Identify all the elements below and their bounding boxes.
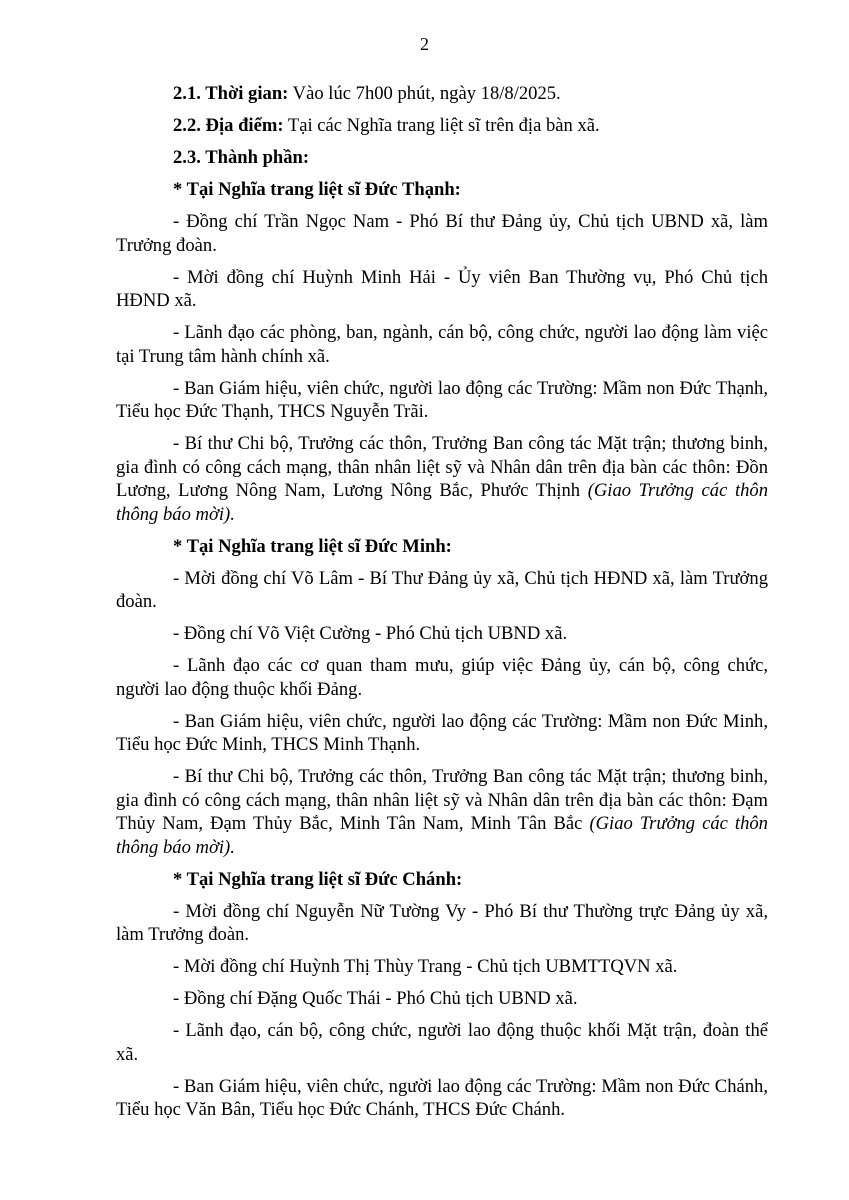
duc-thanh-item	[116, 432, 768, 526]
duc-minh-item: - Đồng chí Võ Việt Cường - Phó Chủ tịch UBND xã.	[173, 623, 568, 644]
time-label: 2.1. Thời gian:	[173, 83, 289, 104]
duc-minh-item	[116, 765, 768, 859]
composition-heading: 2.3. Thành phần:	[173, 147, 310, 168]
duc-chanh-item: - Ban Giám hiệu, viên chức, người lao động các Trường: Mầm non Đức Chánh, Tiểu học Văn Bân, Tiểu học Đức Chánh, THCS Đức Chánh.	[116, 1075, 768, 1120]
location-text: Tại các Nghĩa trang liệt sĩ trên địa bàn xã.	[283, 115, 600, 136]
duc-chanh-item: - Lãnh đạo, cán bộ, công chức, người lao động thuộc khối Mặt trận, đoàn thể xã.	[116, 1020, 768, 1065]
duc-minh-item: - Ban Giám hiệu, viên chức, người lao động các Trường: Mầm non Đức Minh, Tiểu học Đức Minh, THCS Minh Thạnh.	[116, 710, 768, 755]
time-text: Vào lúc 7h00 phút, ngày 18/8/2025.	[288, 83, 561, 104]
location-label: 2.2. Địa điểm:	[173, 115, 284, 136]
duc-minh-item: - Mời đồng chí Võ Lâm - Bí Thư Đảng ủy xã, Chủ tịch HĐND xã, làm Trưởng đoàn.	[116, 567, 768, 612]
duc-thanh-last-item-text: - Bí thư Chi bộ, Trưởng các thôn, Trưởng Ban công tác Mặt trận; thương binh, gia đình có công cách mạng, thân nhân liệt sỹ và Nhân dân trên địa bàn các thôn: Đồn Lương, Lương Nông Nam, Lương Nông Bắc, Phước Thịnh	[116, 433, 768, 501]
duc-thanh-heading: * Tại Nghĩa trang liệt sĩ Đức Thạnh:	[173, 179, 461, 200]
duc-thanh-item: - Lãnh đạo các phòng, ban, ngành, cán bộ, công chức, người lao động làm việc tại Trung tâm hành chính xã.	[116, 322, 768, 367]
location-paragraph	[116, 114, 768, 138]
duc-minh-last-item-note: (Giao Trưởng các thôn thông báo mời).	[116, 813, 768, 858]
duc-chanh-item: - Đồng chí Đặng Quốc Thái - Phó Chủ tịch UBND xã.	[173, 988, 578, 1009]
duc-chanh-item: - Mời đồng chí Huỳnh Thị Thùy Trang - Chủ tịch UBMTTQVN xã.	[173, 956, 678, 977]
duc-minh-heading: * Tại Nghĩa trang liệt sĩ Đức Minh:	[173, 535, 452, 557]
time-paragraph	[116, 82, 768, 106]
duc-minh-last-item-text: - Bí thư Chi bộ, Trưởng các thôn, Trưởng Ban công tác Mặt trận; thương binh, gia đình có công cách mạng, thân nhân liệt sỹ và Nhân dân trên địa bàn các thôn: Đạm Thủy Nam, Đạm Thủy Bắc, Minh Tân Nam, Minh Tân Bắc	[116, 766, 768, 834]
duc-thanh-item: - Mời đồng chí Huỳnh Minh Hải - Ủy viên Ban Thường vụ, Phó Chủ tịch HĐND xã.	[116, 266, 768, 311]
duc-thanh-item: - Ban Giám hiệu, viên chức, người lao động các Trường: Mầm non Đức Thạnh, Tiểu học Đức Thạnh, THCS Nguyễn Trãi.	[116, 377, 768, 422]
document-body	[116, 82, 768, 1130]
duc-thanh-last-item-note: (Giao Trưởng các thôn thông báo mời).	[116, 480, 768, 525]
duc-minh-item: - Lãnh đạo các cơ quan tham mưu, giúp việc Đảng ủy, cán bộ, công chức, người lao động thuộc khối Đảng.	[116, 655, 768, 700]
page-number: 2	[420, 34, 429, 54]
duc-chanh-heading: * Tại Nghĩa trang liệt sĩ Đức Chánh:	[173, 868, 463, 890]
duc-chanh-item: - Mời đồng chí Nguyễn Nữ Tường Vy - Phó Bí thư Thường trực Đảng ủy xã, làm Trưởng đoàn.	[116, 900, 768, 945]
duc-thanh-item: - Đồng chí Trần Ngọc Nam - Phó Bí thư Đảng ủy, Chủ tịch UBND xã, làm Trưởng đoàn.	[116, 211, 768, 256]
